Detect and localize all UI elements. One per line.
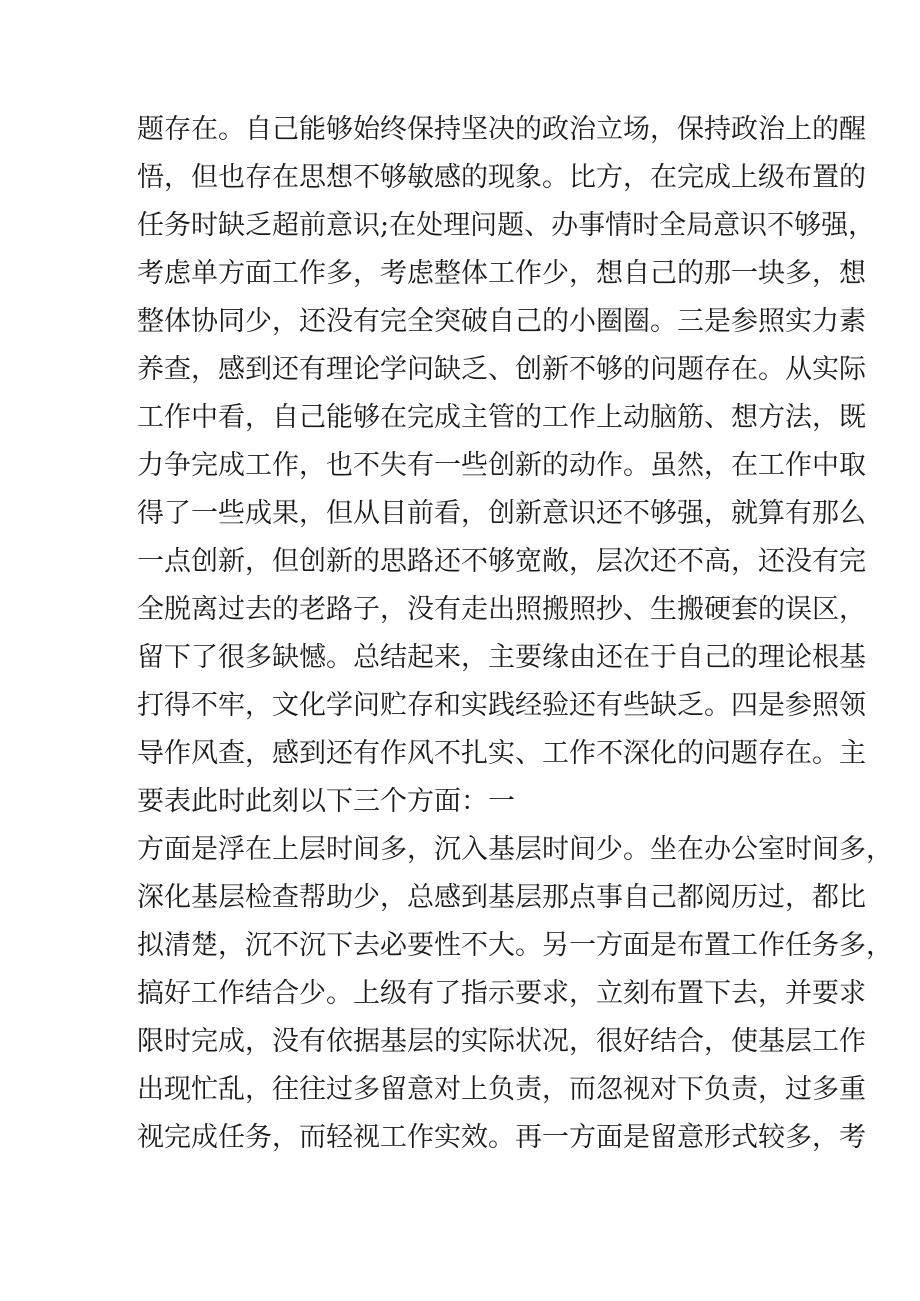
text-line: 出现忙乱，往往过多留意对上负责，而忽视对下负责，过多重 xyxy=(137,1074,866,1105)
text-line: 一点创新，但创新的思路还不够宽敞，层次还不高，还没有完 xyxy=(137,546,866,577)
text-line: 导作风查，感到还有作风不扎实、工作不深化的问题存在。主 xyxy=(137,738,866,769)
text-line: 题存在。自己能够始终保持坚决的政治立场，保持政治上的醒 xyxy=(137,114,866,145)
text-line: 方面是浮在上层时间多，沉入基层时间少。坐在办公室时间多， xyxy=(137,834,893,865)
text-line: 养查，感到还有理论学问缺乏、创新不够的问题存在。从实际 xyxy=(137,354,866,385)
text-line: 全脱离过去的老路子，没有走出照搬照抄、生搬硬套的误区， xyxy=(137,594,866,625)
text-line: 力争完成工作，也不失有一些创新的动作。虽然，在工作中取 xyxy=(137,450,866,481)
text-line: 限时完成，没有依据基层的实际状况，很好结合，使基层工作 xyxy=(137,1026,866,1057)
text-line: 整体协同少，还没有完全突破自己的小圈圈。三是参照实力素 xyxy=(137,306,866,337)
text-line: 拟清楚，沉不沉下去必要性不大。另一方面是布置工作任务多， xyxy=(137,930,893,961)
text-line: 视完成任务，而轻视工作实效。再一方面是留意形式较多，考 xyxy=(137,1122,866,1153)
text-line: 打得不牢，文化学问贮存和实践经验还有些缺乏。四是参照领 xyxy=(137,690,866,721)
text-line: 搞好工作结合少。上级有了指示要求，立刻布置下去，并要求 xyxy=(137,978,866,1009)
text-line: 悟，但也存在思想不够敏感的现象。比方，在完成上级布置的 xyxy=(137,162,866,193)
body-text xyxy=(137,106,893,1162)
text-line: 考虑单方面工作多，考虑整体工作少，想自己的那一块多，想 xyxy=(137,258,866,289)
text-line: 工作中看，自己能够在完成主管的工作上动脑筋、想方法，既 xyxy=(137,402,866,433)
text-line: 要表此时此刻以下三个方面：一 xyxy=(137,786,515,817)
text-line: 深化基层检查帮助少，总感到基层那点事自己都阅历过，都比 xyxy=(137,882,866,913)
text-line: 得了一些成果，但从目前看，创新意识还不够强，就算有那么 xyxy=(137,498,866,529)
text-line: 留下了很多缺憾。总结起来，主要缘由还在于自己的理论根基 xyxy=(137,642,866,673)
text-line: 任务时缺乏超前意识;在处理问题、办事情时全局意识不够强， xyxy=(137,210,876,241)
